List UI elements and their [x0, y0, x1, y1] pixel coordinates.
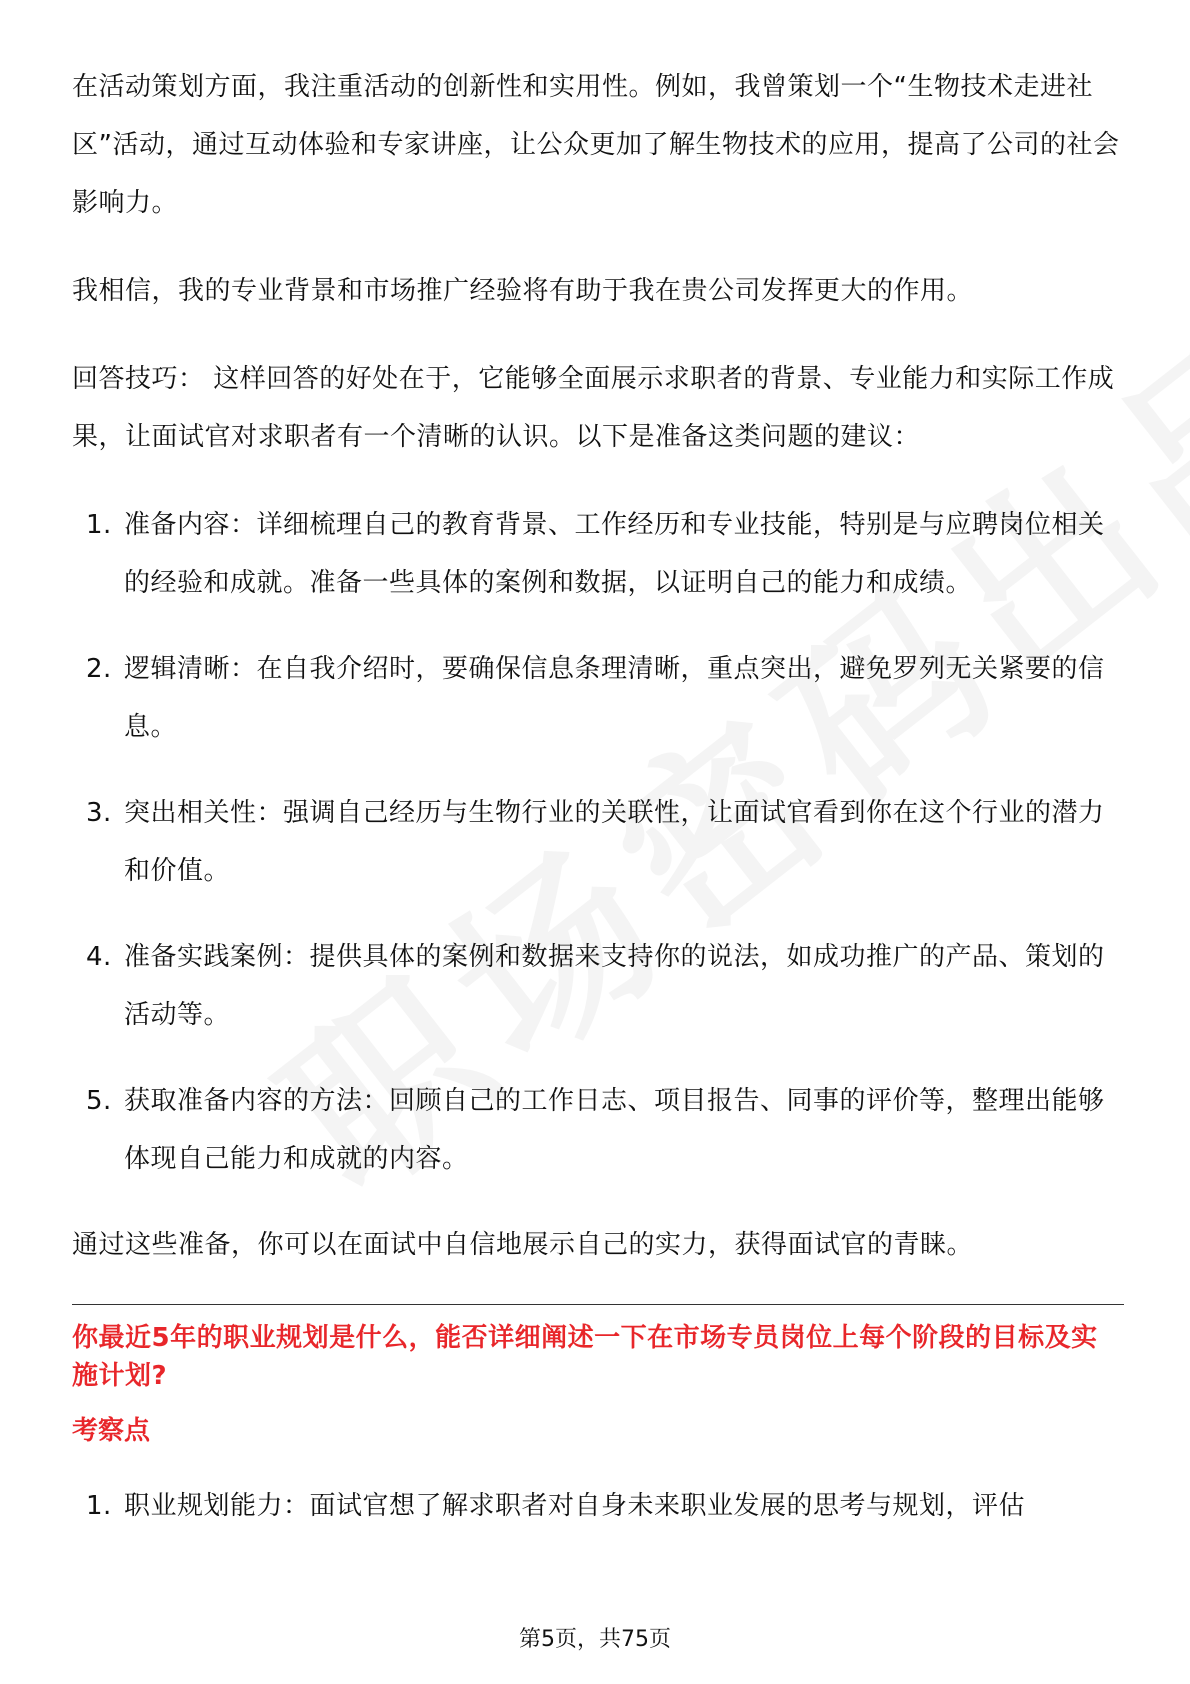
section-divider: [72, 1304, 1124, 1305]
list-number: 3.: [86, 798, 112, 828]
list-number: 5.: [86, 1086, 112, 1116]
list-text: 职业规划能力：面试官想了解求职者对自身未来职业发展的思考与规划，评估: [124, 1491, 1026, 1521]
paragraph-closing: 通过这些准备，你可以在面试中自信地展示自己的实力，获得面试官的青睐。: [72, 1230, 974, 1260]
paragraph-belief: 我相信，我的专业背景和市场推广经验将有助于我在贵公司发挥更大的作用。: [72, 276, 974, 306]
list-item: [72, 640, 1124, 756]
paragraph-activity-planning: 在活动策划方面，我注重活动的创新性和实用性。例如，我曾策划一个“生物技术走进社区”活动，通过互动体验和专家讲座，让公众更加了解生物技术的应用，提高了公司的社会影响力。: [72, 72, 1120, 218]
list-item: [72, 1477, 1124, 1535]
paragraph-answer-tips: 回答技巧： 这样回答的好处在于，它能够全面展示求职者的背景、专业能力和实际工作成果，让面试官对求职者有一个清晰的认识。以下是准备这类问题的建议：: [72, 364, 1115, 452]
list-item: [72, 928, 1124, 1044]
question-heading: 你最近5年的职业规划是什么，能否详细阐述一下在市场专员岗位上每个阶段的目标及实施计划?: [72, 1323, 1098, 1391]
section-label: 考察点: [72, 1416, 151, 1446]
list-number: 4.: [86, 942, 112, 972]
list-number: 1.: [86, 1491, 112, 1521]
list-text: 准备实践案例：提供具体的案例和数据来支持你的说法，如成功推广的产品、策划的活动等。: [124, 942, 1105, 1030]
list-text: 突出相关性：强调自己经历与生物行业的关联性，让面试官看到你在这个行业的潜力和价值。: [124, 798, 1105, 886]
list-text: 获取准备内容的方法：回顾自己的工作日志、项目报告、同事的评价等，整理出能够体现自己能力和成就的内容。: [124, 1086, 1105, 1174]
list-text: 逻辑清晰：在自我介绍时，要确保信息条理清晰，重点突出，避免罗列无关紧要的信息。: [124, 654, 1105, 742]
tips-list: [72, 496, 1124, 1188]
list-item: [72, 496, 1124, 612]
points-list: [72, 1477, 1124, 1535]
list-text: 准备内容：详细梳理自己的教育背景、工作经历和专业技能，特别是与应聘岗位相关的经验和成就。准备一些具体的案例和数据，以证明自己的能力和成绩。: [124, 510, 1105, 598]
list-item: [72, 1072, 1124, 1188]
document-page: [72, 58, 1124, 1563]
list-number: 1.: [86, 510, 112, 540]
list-number: 2.: [86, 654, 112, 684]
list-item: [72, 784, 1124, 900]
page-footer: 第5页，共75页: [519, 1627, 671, 1652]
